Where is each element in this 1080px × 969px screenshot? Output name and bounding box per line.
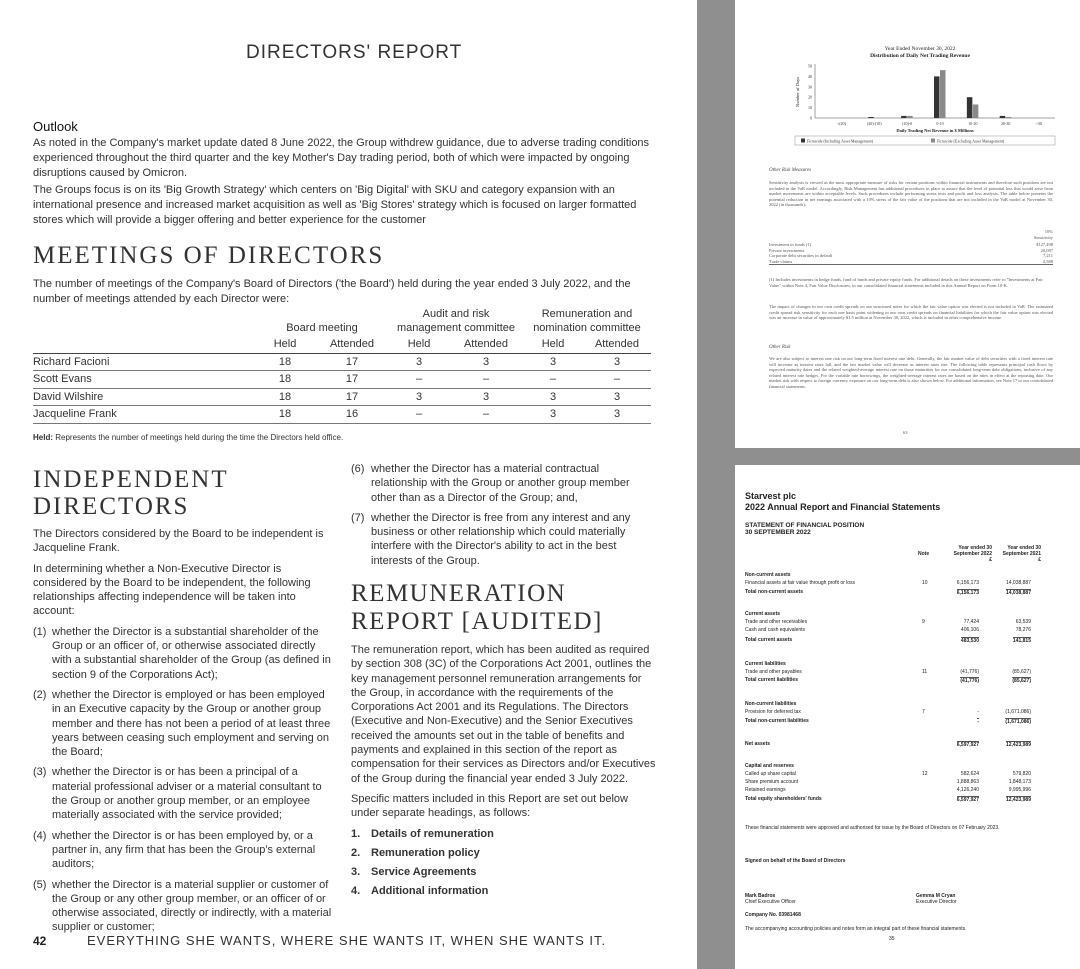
table-cell: 3 <box>389 388 449 406</box>
table-cell: – <box>389 371 449 389</box>
table-row <box>33 406 651 424</box>
table-row <box>745 763 1029 770</box>
table-cell: (41,776) <box>960 669 979 675</box>
table-cell: 12,423,989 <box>1005 742 1031 748</box>
director-name: Scott Evans <box>33 371 255 389</box>
table-cell: (41,776) <box>960 678 979 684</box>
table-row <box>33 371 651 389</box>
x-tick-label: (20)-(10) <box>866 121 882 126</box>
interest-rate-paragraph: We are also subject to interest rate risk on our long-term fixed interest rate debt. Generally, the fair market value of debt securities with a fixed interest rate will increase as interest rates fall, and the fair market value will decrease as interest rates rise. The following table represents principal cash flows by expected maturity dates and the related weighted-average interest rate on those maturities for our consolidated long-term debt obligations, inclusive of any related interest rate hedges. For the variable rate borrowings, the weighted-average interest rates are based on the rates in effect at the reporting date. Our market risk with respect to foreign currency exposure on our long-term debt is also shown below. For additional information, see Note 17 to our consolidated financial statements. <box>769 356 1053 389</box>
table-cell: 3 <box>583 406 651 424</box>
table-cell: 6,156,173 <box>956 590 979 596</box>
table-cell: 18 <box>255 406 315 424</box>
y-axis-label: Number of Days <box>795 77 800 107</box>
independent-directors-heading: INDEPENDENT DIRECTORS <box>33 466 229 520</box>
table-cell: – <box>449 371 523 389</box>
meetings-intro: The number of meetings of the Company's Board of Directors ('the Board') held during the year ended 3 July 2022, and the number of meetings attended by each Director were: <box>33 278 631 305</box>
approval-statement: These financial statements were approved and authorised for issue by the Board of Directors on 07 February 2023. <box>745 825 1000 831</box>
held-footnote: Held: Represents the number of meetings held during the time the Directors held office. <box>33 433 344 442</box>
table-cell: 6,597,927 <box>956 797 979 803</box>
trading-revenue-chart <box>775 42 1065 162</box>
company-name: Starvest plc <box>745 491 797 501</box>
x-tick-label: >30 <box>1035 121 1042 126</box>
table-cell: - <box>977 709 979 715</box>
sensitivity-footnote: (1) Includes investments in hedge funds, fund of funds and private equity funds. For additional details on these investments refer to "Investments at Fair Value" within Note 4, Fair Value Disclosures, in our consolidated financial statements included in this Annual Report on Form 10-K. <box>769 277 1043 288</box>
table-cell: – <box>523 371 583 389</box>
list-item: (7) whether the Director is free from any interest and any business or other relationship which could materially interfere with the Director's ability to act in the best interests of the Group. <box>351 511 631 567</box>
table-cell: – <box>449 406 523 424</box>
chart-title-line2: Distribution of Daily Net Trading Revenue <box>870 53 970 59</box>
list-item: (4) whether the Director is or has been employed by, or a partner in, any firm that has been the Group's external auditors; <box>33 829 316 871</box>
table-cell: Total non-current liabilities <box>745 718 809 724</box>
signed-on-behalf: Signed on behalf of the Board of Directors <box>745 858 846 864</box>
list-item: (6) whether the Director has a material contractual relationship with the Group or another group member other than as a Director of the Group; and, <box>351 463 630 504</box>
table-cell: Provision for deferred tax <box>745 709 801 715</box>
y-tick-label: 40 <box>808 73 812 79</box>
table-cell: 9,995,996 <box>1008 787 1031 793</box>
table-cell: (85,627) <box>1012 678 1031 684</box>
table-row <box>745 627 1029 634</box>
accounting-policies-note: The accompanying accounting policies and notes form an integral part of these financial statements. <box>745 926 967 932</box>
table-cell: Total current liabilities <box>745 677 798 683</box>
other-risk-measures-heading: Other Risk Measures <box>769 168 812 173</box>
legend-label: Firmwide (Excluding Asset Management) <box>937 138 1005 144</box>
table-row <box>745 589 1029 596</box>
table-cell: Net assets <box>745 741 771 747</box>
legend-swatch <box>931 139 935 143</box>
group-header-remuneration: Remuneration and nomination committee <box>533 308 641 334</box>
table-row: Investment in funds (1) $127,498 <box>769 242 1053 247</box>
sensitivity-table <box>769 242 1053 265</box>
table-cell: 12,423,989 <box>1005 797 1031 803</box>
bar <box>907 116 913 118</box>
table-cell: 18 <box>255 353 315 371</box>
remuneration-column <box>351 643 656 904</box>
outlook-paragraph-2: The Groups focus is on its 'Big Growth Strategy' which centers on 'Big Digital' with SKU and category expansion with an international presence and increased market acquisition as well as 'Big Stores' strategy which is focused on larger formatted stores which will provide a bigger offering and better experience for the customer <box>33 184 637 226</box>
x-tick-label: (10)-0 <box>902 121 913 126</box>
bar <box>901 116 906 118</box>
table-cell: Share premium account <box>745 779 799 785</box>
table-cell: Called up share capital <box>745 771 796 777</box>
page-number: 63 <box>903 430 908 435</box>
page-number: 42 <box>33 934 47 948</box>
column-2022-header: Year ended 30 September 2022 £ <box>953 545 992 563</box>
table-cell: Trade and other payables <box>745 669 802 675</box>
table-row <box>745 637 1029 644</box>
chart-title-line1: Year Ended November 30, 2022 <box>884 46 956 52</box>
table-cell: 1,888,863 <box>956 779 979 785</box>
remuneration-sections-list <box>351 827 656 899</box>
table-row <box>745 580 1029 587</box>
y-tick-label: 0 <box>810 115 812 121</box>
annual-report-page-35 <box>735 465 1080 969</box>
remuneration-paragraph-2: Specific matters included in this Report are set out below under separate headings, as follows: <box>351 792 628 820</box>
annual-report-page-63 <box>735 0 1080 448</box>
page-header-title: DIRECTORS' REPORT <box>246 42 463 63</box>
table-cell: 17 <box>315 388 389 406</box>
table-row <box>745 677 1029 684</box>
table-cell: (1,671,086) <box>1005 709 1031 715</box>
y-tick-label: 10 <box>808 105 812 111</box>
note-column-header: Note <box>918 551 930 557</box>
outlook-heading: Outlook <box>33 119 78 134</box>
table-cell: 483,530 <box>960 638 979 644</box>
group-header-board: Board meeting <box>286 322 358 334</box>
table-cell: Total equity shareholders' funds <box>745 796 822 802</box>
table-cell: Capital and reserves <box>745 763 794 769</box>
table-cell: 17 <box>315 353 389 371</box>
meetings-heading: MEETINGS OF DIRECTORS <box>33 242 385 269</box>
table-row <box>745 572 1029 579</box>
table-row <box>745 611 1029 618</box>
sensitivity-column-header: 10% Sensitivity <box>1033 229 1053 240</box>
table-row <box>745 661 1029 668</box>
independent-column <box>33 527 335 941</box>
table-cell: 63,539 <box>1015 619 1031 625</box>
bar <box>868 117 874 118</box>
other-risk-heading: Other Risk <box>769 345 791 350</box>
signatory-1: Mark Badros Chief Executive Officer <box>745 893 796 905</box>
table-cell: 141,815 <box>1012 638 1031 644</box>
table-row: Trade claims 2,588 <box>769 258 1053 264</box>
page-number: 35 <box>889 936 895 942</box>
table-cell: 12 <box>922 771 928 777</box>
table-row <box>745 796 1029 803</box>
bar <box>967 97 973 118</box>
table-cell: Cash and cash equivalents <box>745 627 806 633</box>
y-tick-label: 20 <box>808 94 812 100</box>
table-row <box>745 787 1029 794</box>
table-cell: Non-current liabilities <box>745 701 797 707</box>
list-item: 2. Remuneration policy <box>351 846 480 859</box>
table-cell: 3 <box>583 353 651 371</box>
table-row <box>745 741 1029 748</box>
bar <box>940 70 946 118</box>
table-cell: 579,820 <box>1012 771 1031 777</box>
table-row <box>33 353 651 371</box>
group-header-audit: Audit and risk management committee <box>397 308 515 334</box>
table-cell: 3 <box>449 353 523 371</box>
table-cell: – <box>389 406 449 424</box>
table-cell: 16 <box>315 406 389 424</box>
x-tick-label: 10-20 <box>968 121 978 126</box>
table-cell: 18 <box>255 388 315 406</box>
table-cell: 10 <box>922 580 928 586</box>
table-cell: 17 <box>315 371 389 389</box>
bar <box>1006 117 1012 118</box>
table-cell: – <box>583 371 651 389</box>
table-cell: 3 <box>523 388 583 406</box>
col-header: Attended <box>315 335 389 353</box>
x-tick-label: 0-10 <box>936 121 944 126</box>
table-cell: Trade and other receivables <box>745 619 808 625</box>
sensitivity-paragraph: Sensitivity analysis is viewed as the most appropriate measure of risks for certain positions within financial instruments and therefore such positions are not included in the VaR model. Accordingly, Risk Management has additional procedures in place to assure that the level of potential loss that would arise from market movements are within acceptable levels. Such procedures include performing stress tests and profit and loss analysis. The table below presents the potential reduction in net earnings associated with a 10% stress of the fair value of the positions that are not included in the VaR model at November 30, 2022 (in thousands): <box>769 180 1053 207</box>
table-cell: 3 <box>449 388 523 406</box>
table-row <box>745 709 1029 716</box>
table-cell: Current assets <box>745 611 781 617</box>
remuneration-paragraph-1: The remuneration report, which has been audited as required by section 308 (3C) of the Corporations Act 2001, outlines the key management personnel remuneration arrangements for the Group, in accordance with the requirements of the Corporations Act 2001 and its Regulations. The Directors (Executive and Non-Executive) and the Senior Executives received the amounts set out in the table of benefits and payments and explained in this section of the report as compensation for their services as Directors and/or Executives of the Group during the financial year ended 3 July 2022. <box>351 644 656 785</box>
signatory-2: Gemma M Cryan Executive Director <box>916 893 957 905</box>
director-name: Jacqueline Frank <box>33 406 255 424</box>
independent-paragraph-1: The Directors considered by the Board to be independent is Jacqueline Frank. <box>33 528 324 555</box>
company-number: Company No. 03981468 <box>745 912 801 918</box>
col-header: Held <box>255 335 315 353</box>
table-cell: 3 <box>583 388 651 406</box>
table-cell: 4,126,240 <box>956 787 979 793</box>
independent-column-continued <box>351 462 656 574</box>
credit-spread-paragraph: The impact of changes in our own credit spreads on our structured notes for which the fair value option was elected is not included in VaR. The estimated credit spread risk sensitivity for each one basis point widening in our own credit spreads on financial liabilities for which the fair value option was elected was an increase in value of approximately $1.5 million at November 30, 2022, which is included in other comprehensive income. <box>769 304 1053 320</box>
table-row <box>745 701 1029 708</box>
footer-tagline: EVERYTHING SHE WANTS, WHERE SHE WANTS IT, WHEN SHE WANTS IT. <box>87 933 607 948</box>
report-title: 2022 Annual Report and Financial Statements <box>745 502 941 512</box>
list-item: 3. Service Agreements <box>351 866 477 879</box>
table-cell: 14,038,887 <box>1005 590 1031 596</box>
bar <box>1000 116 1006 118</box>
table-row: Private investments 20,087 <box>769 247 1053 253</box>
table-cell: 9 <box>922 619 925 625</box>
table-cell: (85,627) <box>1012 669 1031 675</box>
list-item: (2) whether the Director is employed or has been employed in an Executive capacity by the Group or another group member and there has not been a period of at least three years between ceasing such employment and serving on the Board; <box>33 688 331 759</box>
col-header: Held <box>389 335 449 353</box>
x-tick-label: <(20) <box>836 121 846 126</box>
table-cell: 582,624 <box>960 771 979 777</box>
list-item: (1) whether the Director is a substantial shareholder of the Group or an officer of, or otherwise associated directly with a substantial shareholder of the Group (as defined in section 9 of the Corporations Act); <box>33 625 331 681</box>
table-cell: 3 <box>389 353 449 371</box>
table-cell: 3 <box>523 353 583 371</box>
table-cell: 406,106 <box>960 627 979 633</box>
table-cell: (1,671,086) <box>1005 719 1031 725</box>
list-item: (3) whether the Director is or has been a principal of a material professional adviser or a material consultant to the Group or another group member, or an employee materially associated with the service provided; <box>33 766 322 822</box>
table-row: Corporate debt securities in default 7,211 <box>769 253 1053 258</box>
outlook-paragraph-1: As noted in the Company's market update dated 8 June 2022, the Group withdrew guidance, due to adverse trading conditions experienced throughout the third quarter and the key Mother's Day trading period, both of which were impacted by ongoing disruptions caused by Omicron. <box>33 137 650 179</box>
table-cell: 6,156,173 <box>956 580 979 586</box>
table-cell: Retained earnings <box>745 787 786 793</box>
statement-date: 30 SEPTEMBER 2022 <box>745 529 811 536</box>
table-row <box>745 779 1029 786</box>
table-row <box>745 669 1029 676</box>
table-row <box>33 388 651 406</box>
table-cell: 11 <box>922 669 928 675</box>
table-row <box>745 771 1029 778</box>
table-cell: Current liabilities <box>745 661 786 667</box>
list-item: 4. Additional information <box>351 885 489 898</box>
table-cell: Financial assets at fair value through profit or loss <box>745 580 856 586</box>
y-tick-label: 30 <box>808 84 812 90</box>
bar <box>934 76 940 118</box>
table-cell: 78,276 <box>1015 627 1031 633</box>
table-cell: 14,038,887 <box>1005 580 1031 586</box>
table-cell: 18 <box>255 371 315 389</box>
independent-paragraph-2: In determining whether a Non-Executive Director is considered by the Board to be independent, the following relationships affecting independence will be taken into account: <box>33 562 311 618</box>
col-header: Attended <box>449 335 523 353</box>
remuneration-heading: REMUNERATION REPORT [AUDITED] <box>351 580 603 635</box>
table-cell: Non-current assets <box>745 572 791 578</box>
bar <box>973 104 979 118</box>
table-cell: - <box>977 719 979 725</box>
table-cell: 6,597,927 <box>956 742 979 748</box>
meetings-table <box>33 307 651 424</box>
col-header: Held <box>523 335 583 353</box>
x-tick-label: 20-30 <box>1001 121 1011 126</box>
director-name: Richard Facioni <box>33 353 255 371</box>
statement-title: STATEMENT OF FINANCIAL POSITION <box>745 522 865 529</box>
list-item: 1. Details of remuneration <box>351 827 494 840</box>
table-cell: 7 <box>922 709 925 715</box>
table-row <box>745 619 1029 626</box>
table-cell: Total non-current assets <box>745 589 803 595</box>
table-cell: 3 <box>523 406 583 424</box>
table-cell: 77,424 <box>963 619 979 625</box>
table-cell: Total current assets <box>745 637 793 643</box>
director-name: David Wilshire <box>33 388 255 406</box>
legend-swatch <box>801 139 805 143</box>
table-cell: 1,848,173 <box>1008 779 1031 785</box>
list-item: (5) whether the Director is a material supplier or customer of the Group or any other group member, or an officer of or otherwise associated, directly or indirectly, with a material supplier or customer; <box>33 878 332 934</box>
table-row <box>745 718 1029 725</box>
column-2021-header: Year ended 30 September 2021 £ <box>1002 545 1041 563</box>
col-header: Attended <box>583 335 651 353</box>
x-axis-label: Daily Trading Net Revenue in $ Millions <box>896 128 974 133</box>
y-tick-label: 50 <box>808 63 812 69</box>
legend-label: Firmwide (Including Asset Management) <box>807 138 874 144</box>
